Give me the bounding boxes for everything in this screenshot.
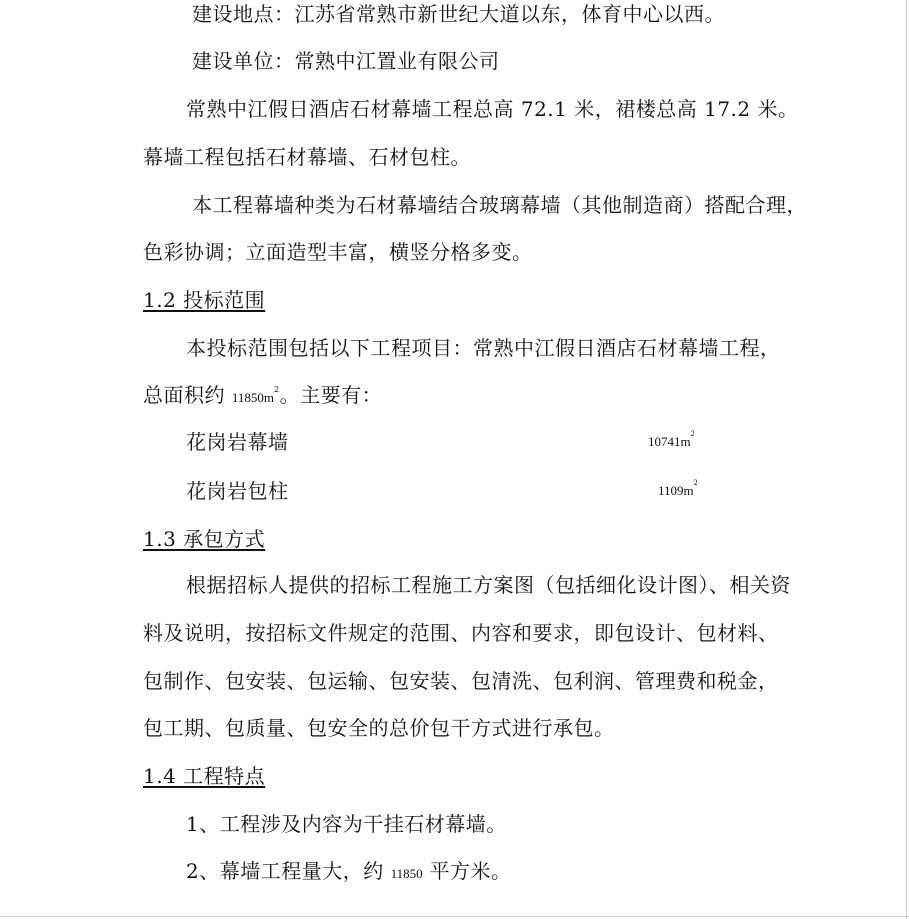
scope-total-area: 11850 [231, 390, 264, 405]
scope-total-unit: m [263, 390, 275, 405]
types-line-1: 本工程幕墙种类为石材幕墙结合玻璃幕墙（其他制造商）搭配合理， [192, 193, 807, 217]
feature-item-2-number: 11850 [390, 866, 423, 881]
feature-item-2-prefix: 2、幕墙工程量大，约 [186, 859, 384, 883]
item-granite-column-sup: 2 [693, 478, 698, 487]
feature-item-1: 1、工程涉及内容为干挂石材幕墙。 [186, 812, 507, 836]
page-border-right [906, 0, 907, 919]
item-granite-curtain-wall-unit: m [680, 434, 691, 449]
scope-line-2 [143, 383, 382, 410]
section-heading-1-3: 1.3 承包方式 [143, 527, 266, 551]
item-granite-curtain-wall-qty [648, 430, 695, 454]
overview-line-1: 常熟中江假日酒店石材幕墙工程总高 72.1 米，裙楼总高 17.2 米。 [186, 97, 799, 121]
section-heading-1-2: 1.2 投标范围 [143, 288, 266, 312]
types-line-2: 色彩协调；立面造型丰富，横竖分格多变。 [143, 240, 533, 264]
overview-line-2: 幕墙工程包括石材幕墙、石材包柱。 [143, 145, 471, 169]
page-border-bottom [0, 916, 909, 917]
item-granite-curtain-wall-value: 10741 [648, 434, 681, 449]
item-granite-column-name: 花岗岩包柱 [186, 479, 289, 503]
construction-site-line: 建设地点：江苏省常熟市新世纪大道以东，体育中心以西。 [192, 2, 725, 26]
scope-total-unit-sup: 2 [274, 385, 280, 394]
scope-line-1: 本投标范围包括以下工程项目：常熟中江假日酒店石材幕墙工程， [186, 336, 781, 360]
item-granite-column-qty [658, 479, 698, 503]
contract-line-2: 料及说明，按招标文件规定的范围、内容和要求，即包设计、包材料、 [143, 621, 779, 645]
feature-item-2-suffix: 平方米。 [429, 859, 512, 883]
item-granite-curtain-wall-sup: 2 [690, 429, 695, 438]
feature-item-2 [186, 859, 511, 886]
item-granite-column-unit: m [683, 483, 694, 498]
section-heading-1-4: 1.4 工程特点 [143, 764, 266, 788]
scope-line-2-prefix: 总面积约 [143, 383, 225, 407]
scope-line-2-suffix: 。主要有： [279, 383, 383, 407]
contract-line-1: 根据招标人提供的招标工程施工方案图（包括细化设计图）、相关资 [186, 573, 791, 597]
contract-line-4: 包工期、包质量、包安全的总价包干方式进行承包。 [143, 716, 615, 740]
item-granite-curtain-wall-name: 花岗岩幕墙 [186, 430, 289, 454]
contract-line-3: 包制作、包安装、包运输、包安装、包清洗、包利润、管理费和税金， [143, 669, 779, 693]
item-granite-column-value: 1109 [658, 483, 684, 498]
construction-unit-line: 建设单位：常熟中江置业有限公司 [192, 49, 500, 73]
